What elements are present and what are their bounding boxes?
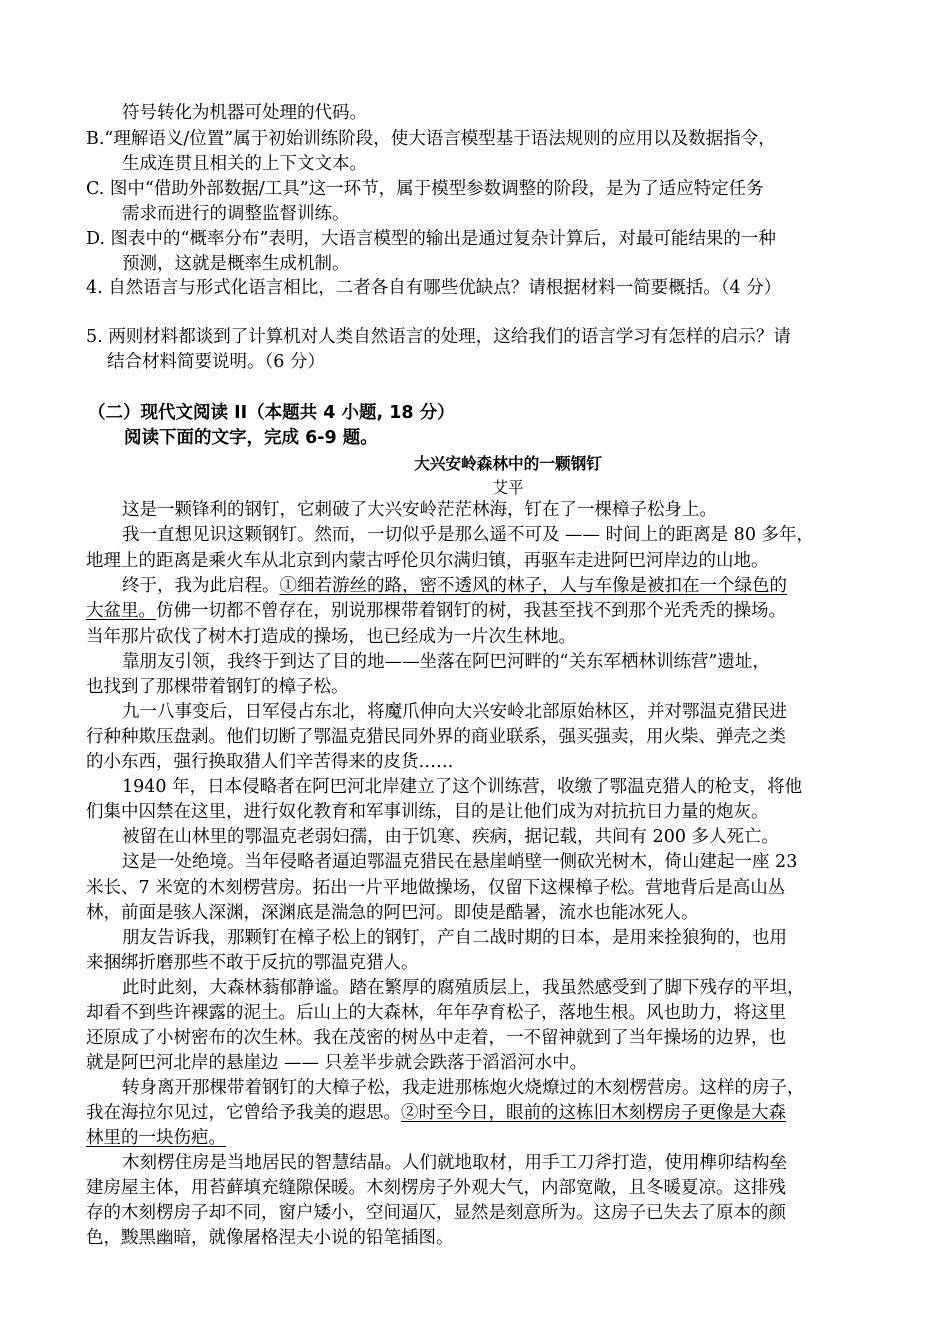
paragraph-line: 却看不到些许裸露的泥土。后山上的大森林，年年孕育松子，落地生根。风也助力，将这里 xyxy=(86,1003,786,1023)
paragraph-line: 靠朋友引领，我终于到达了目的地——坐落在阿巴河畔的“关东军栖林训练营”遗址， xyxy=(122,652,770,672)
paragraph-line: 米长、7 米宽的木刻楞营房。拓出一片平地做操场，仅留下这棵樟子松。营地背后是高山丛 xyxy=(86,878,786,898)
paragraph-line xyxy=(86,1101,786,1125)
paragraph-line: 转身离开那棵带着钢钉的大樟子松，我走进那栋炮火烧燎过的木刻楞营房。这样的房子， xyxy=(122,1078,805,1098)
article-title: 大兴安岭森林中的一颗钢钉 xyxy=(414,454,602,473)
paragraph-line xyxy=(86,599,786,623)
paragraph-line: 色，黢黑幽暗，就像屠格涅夫小说的铅笔插图。 xyxy=(86,1228,454,1248)
paragraph-line xyxy=(122,574,787,598)
paragraph-line: 们集中囚禁在这里，进行奴化教育和军事训练，目的是让他们成为对抗抗日力量的炮灰。 xyxy=(86,802,769,822)
paragraph-line: 建房屋主体，用苔藓填充缝隙保暖。木刻楞房子外观大气，内部宽敞，且冬暖夏凉。这排残 xyxy=(86,1178,786,1198)
article-author: 艾平 xyxy=(492,478,524,497)
underlined-sentence-1: ①细若游丝的路，密不透风的林子，人与车像是被扣在一个绿色的 xyxy=(279,576,787,596)
q3-option-d-continuation: 预测，这就是概率生成机制。 xyxy=(122,254,350,274)
paragraph-line: 也找到了那棵带着钢钉的樟子松。 xyxy=(86,677,349,697)
paragraph-line: 被留在山林里的鄂温克老弱妇孺，由于饥寒、疾病，据记载，共间有 200 多人死亡。 xyxy=(122,827,780,847)
paragraph-line: 来捆绑折磨那些不敢于反抗的鄂温克猎人。 xyxy=(86,953,419,973)
underlined-sentence-2-end: 林里的一块伤疤。 xyxy=(86,1128,226,1148)
q3-option-b-continuation: 生成连贯且相关的上下文文本。 xyxy=(122,154,367,174)
paragraph-line: 九一八事变后，日军侵占东北，将魔爪伸向大兴安岭北部原始林区，并对鄂温克猎民进 xyxy=(122,702,787,722)
text-span: 仿佛一切都不曾存在，别说那棵带着钢钉的树，我甚至找不到那个光秃秃的操场。 xyxy=(156,601,786,621)
q3-option-c-continuation: 需求而进行的调整监督训练。 xyxy=(122,204,350,224)
paragraph-line: 当年那片砍伐了树木打造成的操场，也已经成为一片次生林地。 xyxy=(86,627,576,647)
q3-option-d: D. 图表中的“概率分布”表明，大语言模型的输出是通过复杂计算后，对最可能结果的一种 xyxy=(86,229,776,249)
q3-option-c: C. 图中“借助外部数据/工具”这一环节，属于模型参数调整的阶段，是为了适应特定任务 xyxy=(86,179,764,199)
paragraph-line: 的小东西，强行换取猎人们辛苦得来的皮货…… xyxy=(86,752,454,772)
paragraph-line xyxy=(86,1126,226,1150)
underlined-sentence-2: ②时至今日，眼前的这栋旧木刻楞房子更像是大森 xyxy=(401,1103,786,1123)
paragraph-line: 林，前面是骇人深渊，深渊底是湍急的阿巴河。即使是酷暑，流水也能冰死人。 xyxy=(86,903,699,923)
paragraph-line: 1940 年，日本侵略者在阿巴河北岸建立了这个训练营，收缴了鄂温克猎人的枪支，将他 xyxy=(122,777,803,797)
text-span: 我在海拉尔见过，它曾给予我美的遐思。 xyxy=(86,1103,401,1123)
paragraph-line: 还原成了小树密布的次生林。我在茂密的树丛中走着，一不留神就到了当年操场的边界，也 xyxy=(86,1028,786,1048)
paragraph-line: 就是阿巴河北岸的悬崖边 —— 只差半步就会跌落于滔滔河水中。 xyxy=(86,1053,588,1073)
paragraph-line: 这是一颗锋利的钢钉，它刺破了大兴安岭茫茫林海，钉在了一棵樟子松身上。 xyxy=(122,500,717,520)
question-4: 4. 自然语言与形式化语言相比，二者各自有哪些优缺点？请根据材料一简要概括。（4 分） xyxy=(86,278,782,298)
underlined-sentence-1-end: 大盆里。 xyxy=(86,601,156,621)
q3-option-b: B.“理解语义/位置”属于初始训练阶段，使大语言模型基于语法规则的应用以及数据指令， xyxy=(86,129,776,149)
paragraph-line: 此时此刻，大森林蓊郁静谧。踏在繁厚的腐殖质层上，我虽然感受到了脚下残存的平坦， xyxy=(122,978,805,998)
paragraph-line: 行种种欺压盘剥。他们切断了鄂温克猎民同外界的商业联系，强买强卖，用火柴、弹壳之类 xyxy=(86,727,786,747)
paragraph-line: 朋友告诉我，那颗钉在樟子松上的钢钉，产自二战时期的日本，是用来拴狼狗的，也用 xyxy=(122,928,787,948)
paragraph-line: 我一直想见识这颗钢钉。然而，一切似乎是那么遥不可及 —— 时间上的距离是 80 多年， xyxy=(122,525,815,545)
paragraph-line: 地理上的距离是乘火车从北京到内蒙古呼伦贝尔满归镇，再驱车走进阿巴河岸边的山地。 xyxy=(86,551,769,571)
q3-option-a-continuation: 符号转化为机器可处理的代码。 xyxy=(122,103,367,123)
text-span: 终于，我为此启程。 xyxy=(122,576,280,596)
question-5: 5. 两则材料都谈到了计算机对人类自然语言的处理，这给我们的语言学习有怎样的启示？请 xyxy=(86,327,791,347)
paragraph-line: 木刻楞住房是当地居民的智慧结晶。人们就地取材，用手工刀斧打造，使用榫卯结构垒 xyxy=(122,1153,787,1173)
section-heading: （二）现代文阅读 II（本题共 4 小题, 18 分） xyxy=(88,403,455,423)
question-5-continuation: 结合材料简要说明。（6 分） xyxy=(107,352,325,372)
paragraph-line: 这是一处绝境。当年侵略者逼迫鄂温克猎民在悬崖峭壁一侧砍光树木，倚山建起一座 23 xyxy=(122,852,798,872)
paragraph-line: 存的木刻楞房子却不同，窗户矮小，空间逼仄，显然是刻意所为。这房子已失去了原本的颜 xyxy=(86,1203,786,1223)
section-instruction: 阅读下面的文字，完成 6-9 题。 xyxy=(124,428,378,448)
